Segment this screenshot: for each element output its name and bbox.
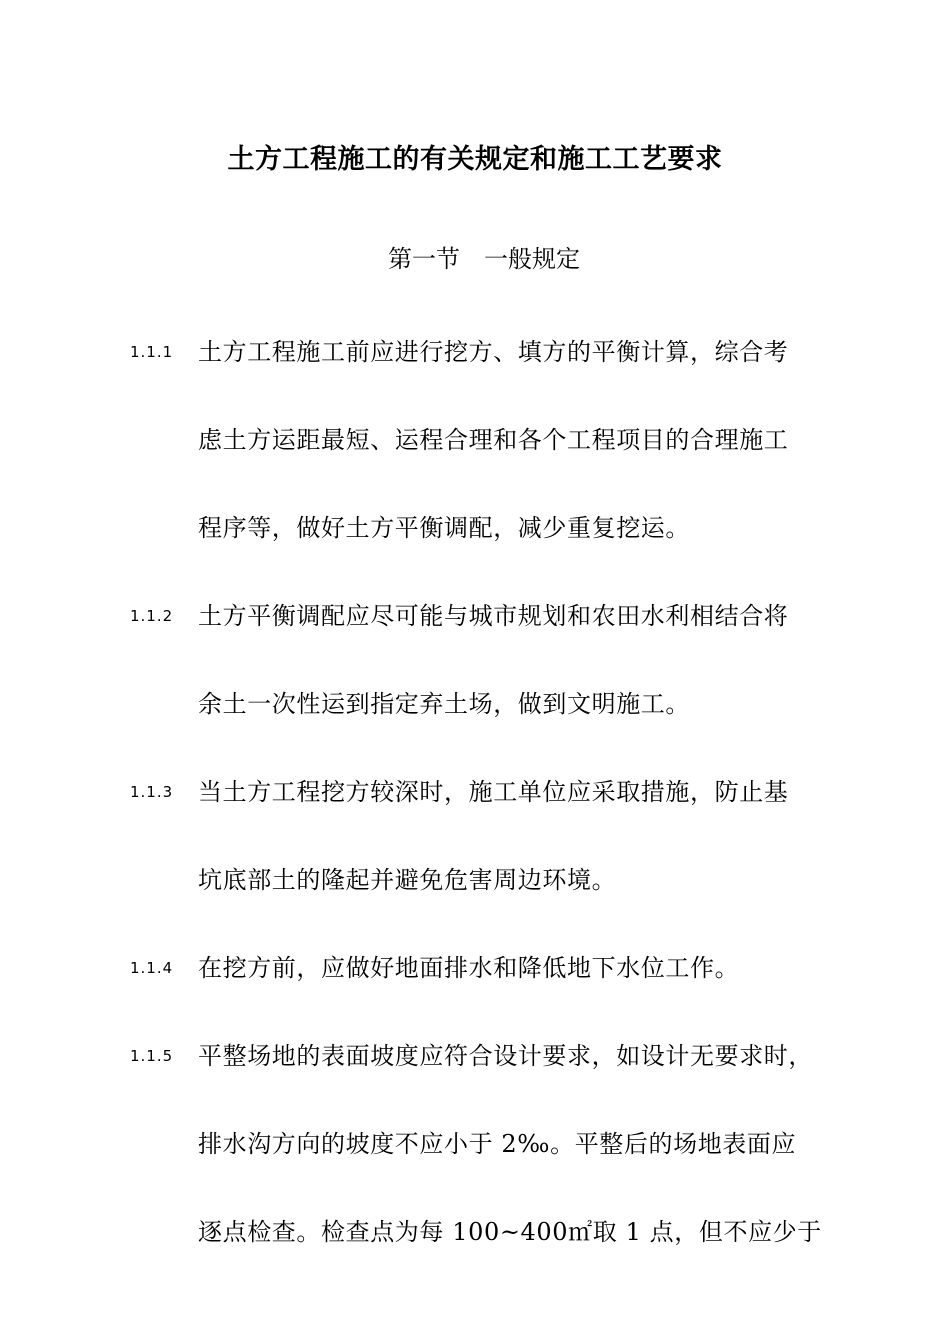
clause-number: 1.1.1	[130, 343, 174, 361]
clause-text-line: 余土一次性运到指定弃土场，做到文明施工。	[198, 690, 690, 718]
clause-text-line: 土方工程施工前应进行挖方、填方的平衡计算，综合考	[198, 338, 789, 366]
clause-text-line: 坑底部土的隆起并避免危害周边环境。	[198, 866, 617, 894]
clause-number: 1.1.2	[130, 607, 174, 625]
clause-number: 1.1.4	[130, 959, 174, 977]
clause-text-line: 土方平衡调配应尽可能与城市规划和农田水利相结合将	[198, 602, 789, 630]
clause-text-line: 当土方工程挖方较深时，施工单位应采取措施，防止基	[198, 778, 789, 806]
clause-text-line: 逐点检查。检查点为每 100~400㎡取 1 点，但不应少于	[198, 1218, 822, 1246]
document-title: 土方工程施工的有关规定和施工工艺要求	[227, 144, 723, 175]
clause-text-line: 虑土方运距最短、运程合理和各个工程项目的合理施工	[198, 426, 789, 454]
clause-text-line: 程序等，做好土方平衡调配，减少重复挖运。	[198, 514, 690, 542]
clause-number: 1.1.5	[130, 1047, 174, 1065]
section-heading: 第一节 一般规定	[388, 245, 580, 273]
clause-number: 1.1.3	[130, 783, 174, 801]
clause-text-line: 在挖方前，应做好地面排水和降低地下水位工作。	[198, 954, 740, 982]
clause-text-line: 平整场地的表面坡度应符合设计要求，如设计无要求时，	[198, 1042, 813, 1070]
clause-text-line: 排水沟方向的坡度不应小于 2‰。平整后的场地表面应	[198, 1130, 797, 1158]
